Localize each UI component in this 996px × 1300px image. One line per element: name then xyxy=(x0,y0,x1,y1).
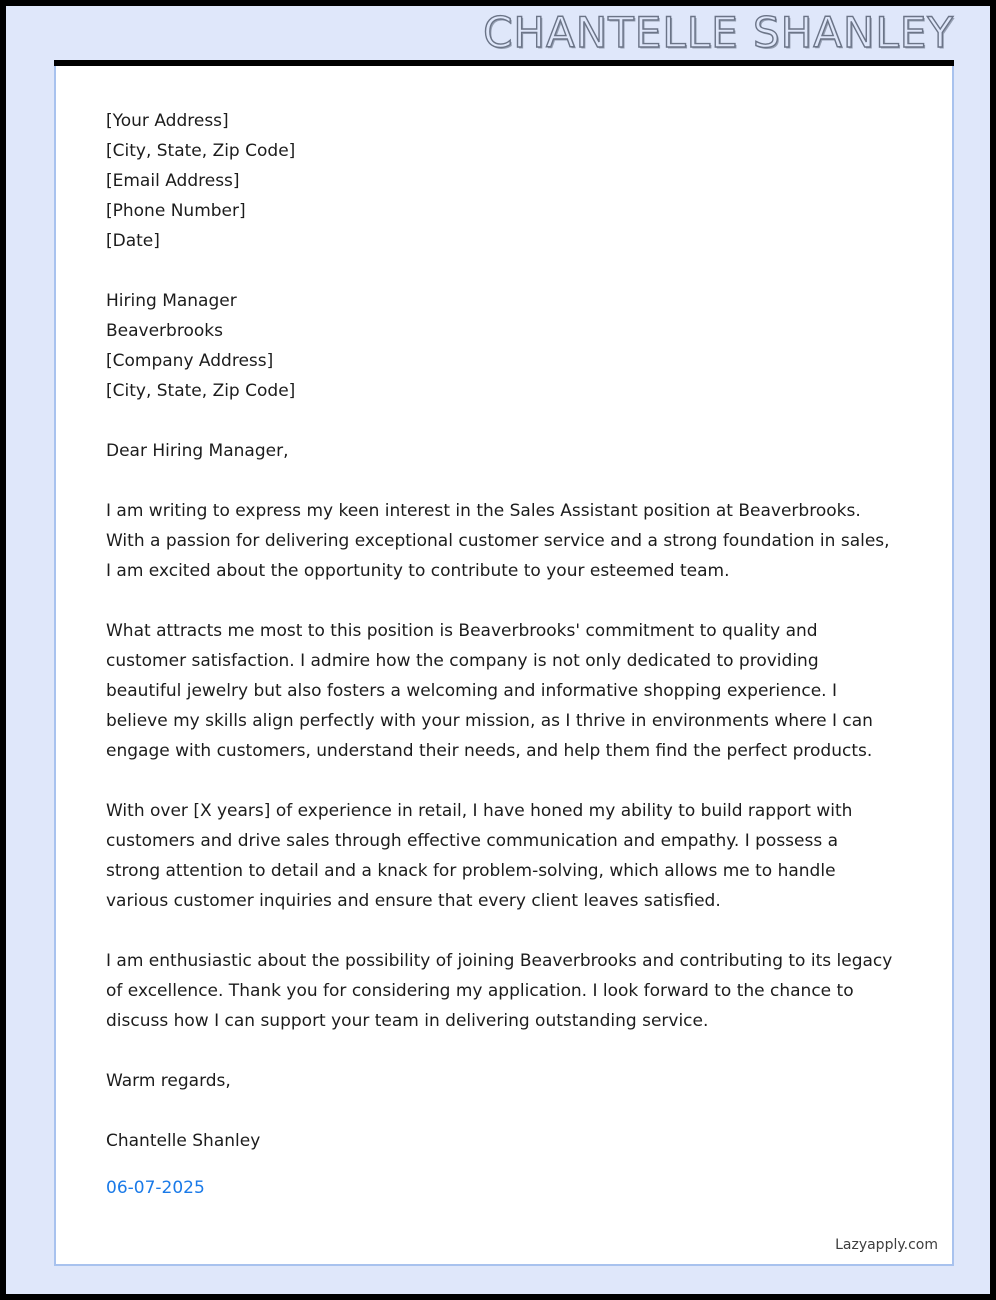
body-paragraph-1-block xyxy=(106,496,896,586)
recipient-company: Beaverbrooks xyxy=(106,321,223,341)
signature-block xyxy=(106,1126,896,1203)
letter-content xyxy=(106,106,896,1220)
body-paragraph-3-block xyxy=(106,796,896,916)
closing-salutation-block xyxy=(106,1066,896,1096)
body-paragraph-4: I am enthusiastic about the possibility of joining Beaverbrooks and contributing to its legacy of excellence. Thank you for considering my application. I look forward to the chance to discuss how I can support your team in delivering outstanding service. xyxy=(106,951,893,1031)
letterhead-name: CHANTELLE SHANLEY xyxy=(483,8,954,57)
sender-phone: [Phone Number] xyxy=(106,201,246,221)
document-mat xyxy=(6,6,990,1294)
letter-page xyxy=(54,66,954,1266)
sender-date: [Date] xyxy=(106,231,160,251)
body-paragraph-1: I am writing to express my keen interest in the Sales Assistant position at Beaverbrooks. With a passion for delivering exceptional customer service and a strong foundation in sales, I am excited about the opportunity to contribute to your esteemed team. xyxy=(106,501,890,581)
recipient-contact: Hiring Manager xyxy=(106,291,237,311)
sender-address-block xyxy=(106,106,896,256)
salutation-block xyxy=(106,436,896,466)
sender-address: [Your Address] xyxy=(106,111,229,131)
salutation: Dear Hiring Manager, xyxy=(106,441,289,461)
body-paragraph-4-block xyxy=(106,946,896,1036)
signature-date: 06-07-2025 xyxy=(106,1178,205,1198)
signature-name: Chantelle Shanley xyxy=(106,1131,261,1151)
sender-city-state-zip: [City, State, Zip Code] xyxy=(106,141,296,161)
body-paragraph-2-block xyxy=(106,616,896,766)
sender-email: [Email Address] xyxy=(106,171,240,191)
recipient-address-block xyxy=(106,286,896,406)
body-paragraph-2: What attracts me most to this position is Beaverbrooks' commitment to quality and customer satisfaction. I admire how the company is not only dedicated to providing beautiful jewelry but also fosters a welcoming and informative shopping experience. I believe my skills align perfectly with your mission, as I thrive in environments where I can engage with customers, understand their needs, and help them find the perfect products. xyxy=(106,621,873,761)
closing-salutation: Warm regards, xyxy=(106,1071,231,1091)
recipient-company-address: [Company Address] xyxy=(106,351,274,371)
body-paragraph-3: With over [X years] of experience in retail, I have honed my ability to build rapport with customers and drive sales through effective communication and empathy. I possess a strong attention to detail and a knack for problem-solving, which allows me to handle various customer inquiries and ensure that every client leaves satisfied. xyxy=(106,801,853,911)
footer-watermark: Lazyapply.com xyxy=(835,1237,938,1253)
recipient-city-state-zip: [City, State, Zip Code] xyxy=(106,381,296,401)
letterhead xyxy=(54,6,954,60)
